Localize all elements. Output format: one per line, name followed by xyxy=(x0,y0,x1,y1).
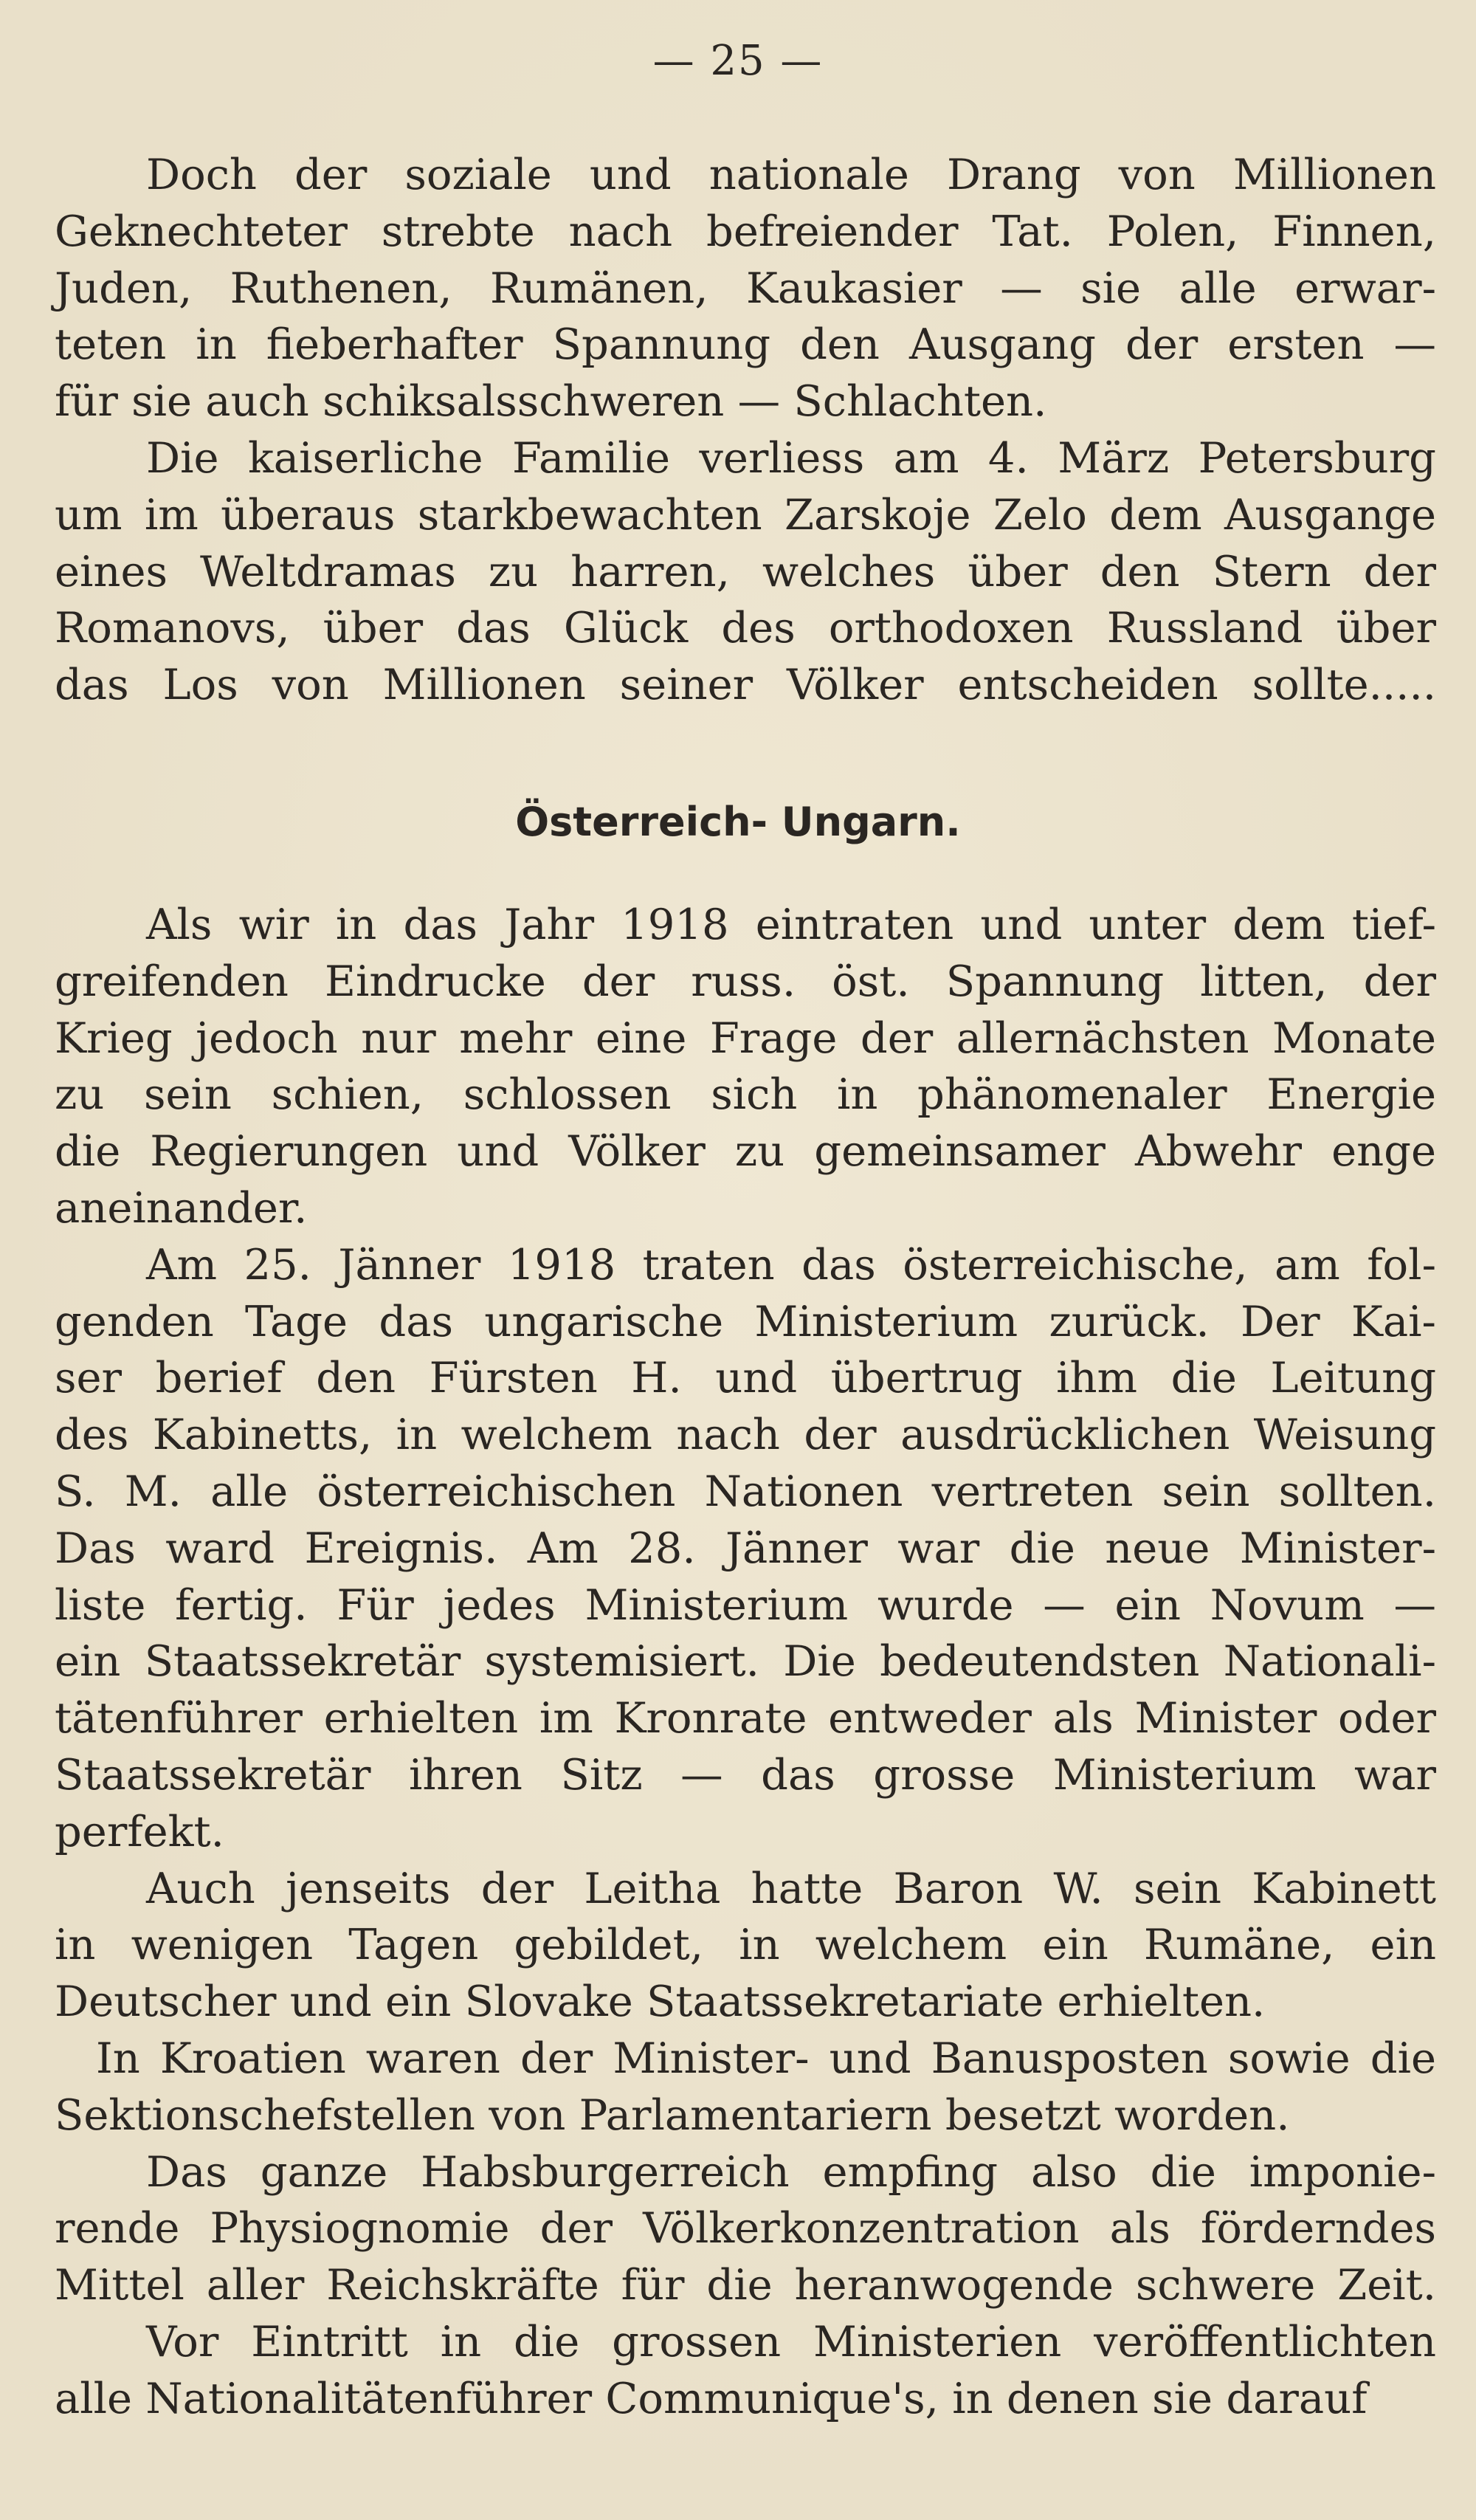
text-line: eines Weltdramas zu harren, welches über den Stern der xyxy=(55,546,1436,596)
text-line: tätenführer erhielten im Kronrate entweder als Minister oder xyxy=(55,1693,1436,1743)
text-line: aneinander. xyxy=(55,1182,308,1233)
text-line: das Los von Millionen seiner Völker entscheiden sollte..... xyxy=(55,660,1436,710)
page-number: — 25 — xyxy=(652,37,824,85)
text-line: Als wir in das Jahr 1918 eintraten und unter dem tief- xyxy=(146,900,1436,949)
text-line: zu sein schien, schlossen sich in phänomenaler Energie xyxy=(55,1070,1436,1120)
text-line: in wenigen Tagen gebildet, in welchem ein Rumäne, ein xyxy=(55,1920,1436,1970)
text-line: rende Physiognomie der Völkerkonzentration als förderndes xyxy=(55,2203,1436,2254)
text-line: ser berief den Fürsten H. und übertrug ihm die Leitung xyxy=(55,1353,1436,1403)
text-line: die Regierungen und Völker zu gemeinsamer Abwehr enge xyxy=(55,1126,1436,1177)
text-line: Romanovs, über das Glück des orthodoxen Russland über xyxy=(55,603,1436,653)
text-line: teten in fieberhafter Spannung den Ausgang der ersten — xyxy=(55,320,1436,370)
text-line: um im überaus starkbewachten Zarskoje Zelo dem Ausgange xyxy=(55,489,1436,540)
text-line: Am 25. Jänner 1918 traten das österreichische, am fol- xyxy=(146,1239,1436,1290)
paragraph-block-austria-hungary xyxy=(55,897,1436,2428)
text-line: Sektionschefstellen von Parlamentariern besetzt worden. xyxy=(55,2090,1290,2140)
text-line: Mittel aller Reichskräfte für die heranwogende schwere Zeit. xyxy=(55,2260,1436,2310)
text-line: perfekt. xyxy=(55,1806,224,1856)
text-line: S. M. alle österreichischen Nationen vertreten sein sollten. xyxy=(55,1466,1436,1516)
text-line: Die kaiserliche Familie verliess am 4. März Petersburg xyxy=(146,433,1436,483)
text-line: ein Staatssekretär systemisiert. Die bedeutendsten Nationali- xyxy=(55,1636,1436,1687)
text-line: greifenden Eindrucke der russ. öst. Spannung litten, der xyxy=(55,956,1436,1006)
text-line: Juden, Ruthenen, Rumänen, Kaukasier — sie alle erwar- xyxy=(55,263,1436,313)
text-line: alle Nationalitätenführer Communique's, in denen sie darauf xyxy=(55,2373,1368,2423)
paragraph-block-russia xyxy=(55,147,1436,714)
section-heading: Österreich- Ungarn. xyxy=(515,799,961,845)
text-line: Deutscher und ein Slovake Staatssekretariate erhielten. xyxy=(55,1977,1266,2027)
text-line: Auch jenseits der Leitha hatte Baron W. sein Kabinett xyxy=(146,1863,1436,1913)
text-line: Vor Eintritt in die grossen Ministerien veröffentlichten xyxy=(146,2316,1436,2366)
text-line: für sie auch schiksalsschweren — Schlachten. xyxy=(55,376,1047,427)
text-line: genden Tage das ungarische Ministerium zurück. Der Kai- xyxy=(55,1296,1436,1346)
text-line: liste fertig. Für jedes Ministerium wurde — ein Novum — xyxy=(55,1580,1436,1630)
text-line: Das ward Ereignis. Am 28. Jänner war die neue Minister- xyxy=(55,1523,1436,1573)
text-line: In Kroatien waren der Minister- und Banusposten sowie die xyxy=(96,2033,1436,2083)
text-line: Staatssekretär ihren Sitz — das grosse Ministerium war xyxy=(55,1749,1436,1800)
text-line: Doch der soziale und nationale Drang von Millionen xyxy=(146,150,1436,199)
text-line: Krieg jedoch nur mehr eine Frage der allernächsten Monate xyxy=(55,1013,1436,1063)
text-line: Das ganze Habsburgerreich empfing also die imponie- xyxy=(146,2147,1436,2197)
text-line: Geknechteter strebte nach befreiender Tat. Polen, Finnen, xyxy=(55,206,1436,256)
text-line: des Kabinetts, in welchem nach der ausdrücklichen Weisung xyxy=(55,1410,1436,1460)
